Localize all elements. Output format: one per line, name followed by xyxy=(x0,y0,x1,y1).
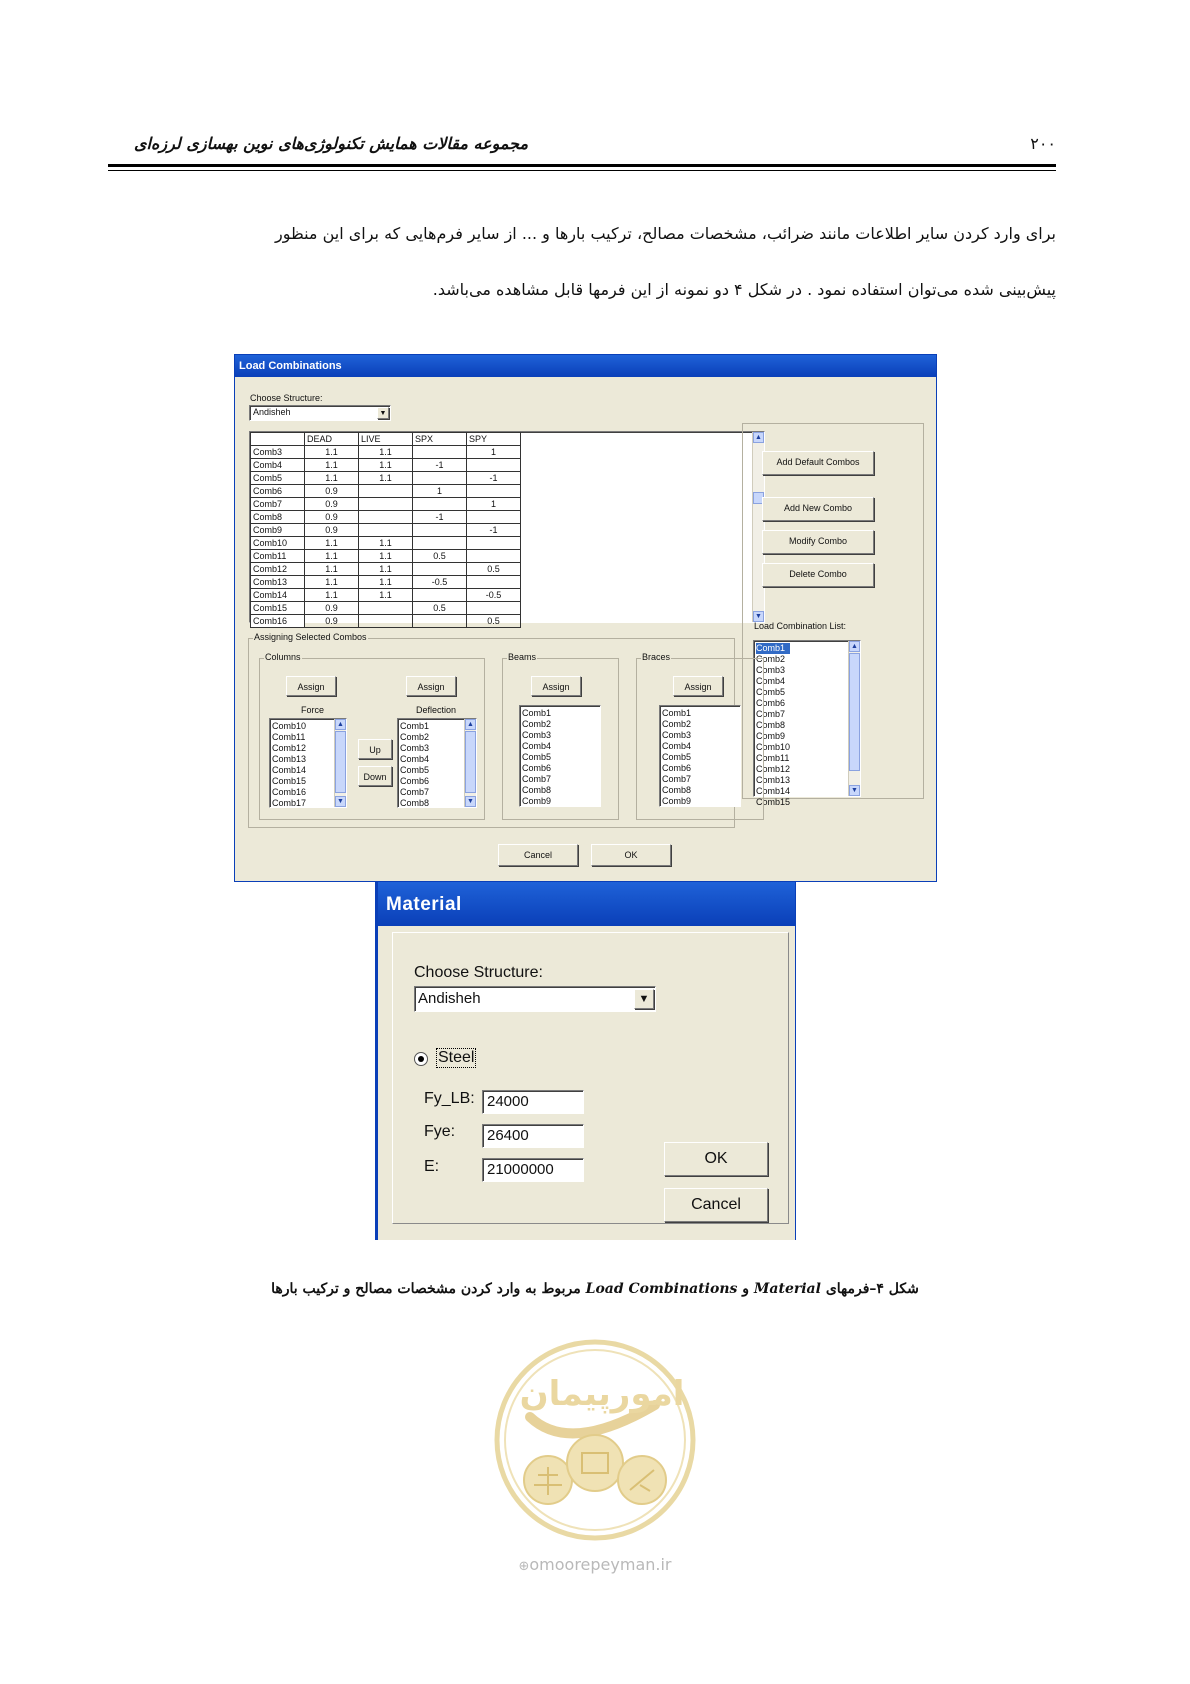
list-item[interactable]: Comb3 xyxy=(400,743,430,753)
fye-label: Fye: xyxy=(424,1123,456,1140)
e-label: E: xyxy=(424,1158,440,1175)
list-item[interactable]: Comb3 xyxy=(662,730,692,740)
gear-icon xyxy=(567,1435,623,1491)
beams-list-items xyxy=(522,708,551,807)
grid-row[interactable] xyxy=(251,563,521,576)
page-number: ۲۰۰ xyxy=(1030,134,1056,153)
grid-cell-dead[interactable]: 1.1 xyxy=(305,589,359,602)
list-item[interactable]: Comb14 xyxy=(756,786,791,796)
deflection-list[interactable] xyxy=(397,718,477,808)
scroll-down-icon[interactable]: ▼ xyxy=(753,611,764,622)
scroll-thumb[interactable] xyxy=(465,731,476,793)
load-combinations-dialog xyxy=(234,354,937,882)
force-list-items xyxy=(272,721,306,809)
deflection-label: Deflection xyxy=(416,705,457,715)
watermark-text: omoorepeyman.ir xyxy=(529,1555,672,1574)
scroll-down-icon[interactable]: ▼ xyxy=(335,796,346,807)
grid-cell-spy[interactable]: 0.5 xyxy=(467,563,521,576)
grid-row[interactable] xyxy=(251,459,521,472)
fye-input[interactable]: 26400 xyxy=(482,1124,584,1148)
grid-row-header[interactable]: Comb16 xyxy=(251,615,305,628)
list-item[interactable]: Comb4 xyxy=(400,754,430,764)
grid-cell-dead[interactable]: 0.9 xyxy=(305,485,359,498)
assign-force-button[interactable]: Assign xyxy=(286,676,336,696)
grid-cell-live[interactable]: 1.1 xyxy=(359,576,413,589)
grid-cell-spy[interactable]: 1 xyxy=(467,446,521,459)
add-default-combos-button[interactable]: Add Default Combos xyxy=(762,451,874,475)
list-item[interactable]: Comb1 xyxy=(756,643,790,654)
list-item[interactable]: Comb5 xyxy=(662,752,692,762)
grid-row-header[interactable]: Comb7 xyxy=(251,498,305,511)
body-line-2: پیش‌بینی شده می‌توان استفاده نمود . در شکل ۴ دو نمونه از این فرمها قابل مشاهده می‌باشد. xyxy=(432,280,1056,299)
grid-cell-spy[interactable]: -0.5 xyxy=(467,589,521,602)
watermark-url xyxy=(490,1555,700,1574)
caption-material: Material xyxy=(753,1281,821,1297)
grid-cell-spx[interactable] xyxy=(413,537,467,550)
force-list[interactable] xyxy=(269,718,347,808)
grid-cell-spy[interactable] xyxy=(467,485,521,498)
grid-cell-spx[interactable]: -0.5 xyxy=(413,576,467,589)
grid-cell-live[interactable]: 1.1 xyxy=(359,472,413,485)
lc-structure-dropdown[interactable] xyxy=(249,405,391,421)
material-structure-dropdown[interactable] xyxy=(414,986,656,1012)
grid-row[interactable] xyxy=(251,498,521,511)
scroll-thumb[interactable] xyxy=(849,653,860,771)
grid-row[interactable] xyxy=(251,485,521,498)
combo-list-scrollbar[interactable] xyxy=(848,641,860,796)
list-item[interactable]: Comb1 xyxy=(522,708,552,718)
grid-col-dead: DEAD xyxy=(305,433,359,446)
caption-suffix: مربوط به وارد کردن مشخصات مصالح و ترکیب بارها xyxy=(271,1281,581,1297)
lc-cancel-button[interactable]: Cancel xyxy=(498,844,578,866)
list-item[interactable]: Comb10 xyxy=(272,721,307,731)
grid-cell-spx[interactable]: 1 xyxy=(413,485,467,498)
dropdown-arrow-icon[interactable]: ▼ xyxy=(377,407,389,419)
list-item[interactable]: Comb9 xyxy=(756,731,786,741)
scroll-thumb[interactable] xyxy=(335,731,346,793)
grid-cell-spx[interactable]: 0.5 xyxy=(413,602,467,615)
modify-combo-button[interactable]: Modify Combo xyxy=(762,530,874,554)
beams-list[interactable] xyxy=(519,705,601,807)
list-item[interactable]: Comb7 xyxy=(522,774,552,784)
list-item[interactable]: Comb6 xyxy=(662,763,692,773)
grid-row[interactable] xyxy=(251,537,521,550)
grid-cell-live[interactable]: 1.1 xyxy=(359,550,413,563)
grid-cell-dead[interactable]: 1.1 xyxy=(305,576,359,589)
grid-cell-spx[interactable] xyxy=(413,589,467,602)
list-item[interactable]: Comb8 xyxy=(522,785,552,795)
list-item[interactable]: Comb1 xyxy=(400,721,430,731)
scroll-up-icon[interactable]: ▲ xyxy=(335,719,346,730)
list-item[interactable]: Comb15 xyxy=(272,776,307,786)
list-item[interactable]: Comb7 xyxy=(662,774,692,784)
lc-choose-structure-label: Choose Structure: xyxy=(250,393,323,403)
grid-row-header[interactable]: Comb11 xyxy=(251,550,305,563)
grid-cell-live[interactable] xyxy=(359,498,413,511)
grid-row[interactable] xyxy=(251,524,521,537)
watermark-logo xyxy=(490,1335,700,1550)
list-item[interactable]: Comb7 xyxy=(756,709,786,719)
lc-title-bar: Load Combinations xyxy=(235,355,936,377)
list-item[interactable]: Comb3 xyxy=(522,730,552,740)
material-dialog xyxy=(375,882,796,1240)
logo-script-text: امورپیمان xyxy=(519,1374,685,1414)
material-title-bar: Material xyxy=(378,882,795,926)
grid-cell-dead[interactable]: 1.1 xyxy=(305,537,359,550)
lc-structure-value: Andisheh xyxy=(253,407,291,417)
fy-lb-label: Fy_LB: xyxy=(424,1090,475,1107)
grid-cell-dead[interactable]: 0.9 xyxy=(305,498,359,511)
scroll-down-icon[interactable]: ▼ xyxy=(465,796,476,807)
list-item[interactable]: Comb2 xyxy=(662,719,692,729)
grid-row[interactable] xyxy=(251,511,521,524)
assign-beams-button[interactable]: Assign xyxy=(531,676,581,696)
grid-row[interactable] xyxy=(251,576,521,589)
assigning-label: Assigning Selected Combos xyxy=(254,632,367,642)
list-item[interactable]: Comb2 xyxy=(522,719,552,729)
grid-cell-live[interactable]: 1.1 xyxy=(359,446,413,459)
list-item[interactable]: Comb11 xyxy=(272,732,306,742)
list-item[interactable]: Comb12 xyxy=(756,764,791,774)
grid-cell-dead[interactable]: 0.9 xyxy=(305,511,359,524)
header-rule xyxy=(108,164,1056,167)
move-down-button[interactable]: Down xyxy=(358,766,392,786)
grid-cell-live[interactable] xyxy=(359,485,413,498)
grid-cell-spx[interactable] xyxy=(413,498,467,511)
grid-cell-live[interactable] xyxy=(359,524,413,537)
grid-row-header[interactable]: Comb6 xyxy=(251,485,305,498)
list-item[interactable]: Comb8 xyxy=(400,798,430,808)
grid-row-header[interactable]: Comb3 xyxy=(251,446,305,459)
grid-cell-spy[interactable]: 0.5 xyxy=(467,615,521,628)
material-choose-structure-label: Choose Structure: xyxy=(414,964,543,981)
list-item[interactable]: Comb12 xyxy=(272,743,307,753)
grid-cell-spy[interactable] xyxy=(467,511,521,524)
list-item[interactable]: Comb11 xyxy=(756,753,790,763)
scroll-up-icon[interactable]: ▲ xyxy=(465,719,476,730)
grid-cell-dead[interactable]: 0.9 xyxy=(305,615,359,628)
delete-combo-button[interactable]: Delete Combo xyxy=(762,563,874,587)
add-new-combo-button[interactable]: Add New Combo xyxy=(762,497,874,521)
grid-cell-dead[interactable]: 1.1 xyxy=(305,550,359,563)
grid-cell-spx[interactable] xyxy=(413,446,467,459)
grid-cell-spx[interactable]: -1 xyxy=(413,511,467,524)
deflection-list-scrollbar[interactable] xyxy=(464,719,476,807)
scroll-up-icon[interactable]: ▲ xyxy=(753,432,764,443)
grid-row-header[interactable]: Comb13 xyxy=(251,576,305,589)
grid-row[interactable] xyxy=(251,550,521,563)
list-item[interactable]: Comb6 xyxy=(400,776,430,786)
list-item[interactable]: Comb4 xyxy=(756,676,786,686)
caption-prefix: شکل ۴–فرمهای xyxy=(825,1281,919,1297)
lc-ok-button[interactable]: OK xyxy=(591,844,671,866)
list-item[interactable]: Comb16 xyxy=(272,787,307,797)
grid-cell-dead[interactable]: 0.9 xyxy=(305,524,359,537)
list-item[interactable]: Comb7 xyxy=(400,787,430,797)
grid-corner xyxy=(251,433,305,446)
list-item[interactable]: Comb17 xyxy=(272,798,307,808)
grid-row-header[interactable]: Comb15 xyxy=(251,602,305,615)
grid-row-header[interactable]: Comb8 xyxy=(251,511,305,524)
grid-cell-spx[interactable]: 0.5 xyxy=(413,550,467,563)
grid-cell-spy[interactable]: 1 xyxy=(467,498,521,511)
list-item[interactable]: Comb9 xyxy=(522,796,552,806)
journal-title: مجموعه مقالات همایش تکنولوژی‌های نوین بهسازی لرزه‌ای xyxy=(134,134,529,153)
list-item[interactable]: Comb3 xyxy=(756,665,786,675)
globe-icon: ⊕ xyxy=(518,1559,530,1574)
grid-cell-dead[interactable]: 0.9 xyxy=(305,602,359,615)
grid-cell-spx[interactable] xyxy=(413,563,467,576)
list-item[interactable]: Comb8 xyxy=(662,785,692,795)
columns-label: Columns xyxy=(265,652,301,662)
grid-row-header[interactable]: Comb12 xyxy=(251,563,305,576)
grid-row[interactable] xyxy=(251,472,521,485)
list-item[interactable]: Comb14 xyxy=(272,765,307,775)
grid-cell-live[interactable] xyxy=(359,615,413,628)
grid-cell-spy[interactable] xyxy=(467,602,521,615)
grid-cell-dead[interactable]: 1.1 xyxy=(305,459,359,472)
grid-cell-spx[interactable]: -1 xyxy=(413,459,467,472)
grid-row-header[interactable]: Comb4 xyxy=(251,459,305,472)
fy-lb-input[interactable]: 24000 xyxy=(482,1090,584,1114)
list-item[interactable]: Comb2 xyxy=(400,732,430,742)
scroll-down-icon[interactable]: ▼ xyxy=(849,785,860,796)
e-input[interactable]: 21000000 xyxy=(482,1158,584,1182)
grid-row[interactable] xyxy=(251,615,521,628)
steel-radio[interactable] xyxy=(414,1048,494,1070)
list-item[interactable]: Comb1 xyxy=(662,708,692,718)
grid-cell-spy[interactable] xyxy=(467,537,521,550)
list-item[interactable]: Comb13 xyxy=(756,775,791,785)
grid-cell-spy[interactable] xyxy=(467,550,521,563)
grid-col-spy: SPY xyxy=(467,433,521,446)
list-item[interactable]: Comb5 xyxy=(756,687,786,697)
grid-cell-live[interactable] xyxy=(359,602,413,615)
grid-row-header[interactable]: Comb5 xyxy=(251,472,305,485)
list-item[interactable]: Comb2 xyxy=(756,654,786,664)
load-combination-list[interactable] xyxy=(753,640,861,807)
braces-list-items xyxy=(662,708,691,807)
material-ok-button[interactable]: OK xyxy=(664,1142,768,1176)
force-list-scrollbar[interactable] xyxy=(334,719,346,807)
list-item[interactable]: Comb4 xyxy=(522,741,552,751)
grid-cell-live[interactable]: 1.1 xyxy=(359,537,413,550)
caption-and: و xyxy=(742,1281,750,1297)
grid-row[interactable] xyxy=(251,589,521,602)
radio-selected-icon[interactable] xyxy=(414,1052,428,1066)
list-item[interactable]: Comb5 xyxy=(522,752,552,762)
grid-cell-spy[interactable] xyxy=(467,576,521,589)
grid-cell-spx[interactable] xyxy=(413,524,467,537)
braces-list[interactable] xyxy=(659,705,741,807)
grid-cell-spy[interactable]: -1 xyxy=(467,524,521,537)
grid-cell-spx[interactable] xyxy=(413,615,467,628)
body-line-1: برای وارد کردن سایر اطلاعات مانند ضرائب، مشخصات مصالح، ترکیب بارها و ... از سایر فرم‌هایی که برای این منظور xyxy=(274,224,1056,243)
list-item[interactable]: Comb9 xyxy=(662,796,692,806)
list-item[interactable]: Comb13 xyxy=(272,754,307,764)
list-item[interactable]: Comb15 xyxy=(756,797,791,807)
force-label: Force xyxy=(301,705,325,715)
dropdown-arrow-icon[interactable]: ▼ xyxy=(634,989,654,1009)
scroll-up-icon[interactable]: ▲ xyxy=(849,641,860,652)
header-rule-thin xyxy=(108,170,1056,171)
grid-cell-dead[interactable]: 1.1 xyxy=(305,472,359,485)
grid-cell-spy[interactable]: -1 xyxy=(467,472,521,485)
grid-cell-spy[interactable] xyxy=(467,459,521,472)
beams-label: Beams xyxy=(508,652,537,662)
deflection-list-items xyxy=(400,721,429,809)
grid-row-header[interactable]: Comb9 xyxy=(251,524,305,537)
braces-label: Braces xyxy=(642,652,671,662)
grid-row[interactable] xyxy=(251,602,521,615)
grid-cell-live[interactable] xyxy=(359,511,413,524)
combo-list-label: Load Combination List: xyxy=(754,621,847,631)
grid-cell-dead[interactable]: 1.1 xyxy=(305,563,359,576)
grid-row[interactable] xyxy=(251,446,521,459)
list-item[interactable]: Comb5 xyxy=(400,765,430,775)
list-item[interactable]: Comb6 xyxy=(756,698,786,708)
caption-load-combinations: Load Combinations xyxy=(585,1281,738,1297)
grid-cell-spx[interactable] xyxy=(413,472,467,485)
list-item[interactable]: Comb8 xyxy=(756,720,786,730)
figure-caption xyxy=(200,1281,990,1297)
grid-col-live: LIVE xyxy=(359,433,413,446)
grid-row-header[interactable]: Comb14 xyxy=(251,589,305,602)
grid-col-spx: SPX xyxy=(413,433,467,446)
grid-cell-live[interactable]: 1.1 xyxy=(359,563,413,576)
material-structure-value: Andisheh xyxy=(418,990,481,1007)
list-item[interactable]: Comb4 xyxy=(662,741,692,751)
list-item[interactable]: Comb6 xyxy=(522,763,552,773)
steel-radio-label: Steel xyxy=(438,1049,475,1066)
assign-braces-button[interactable]: Assign xyxy=(673,676,723,696)
page-header xyxy=(108,128,1056,168)
grid-cell-dead[interactable]: 1.1 xyxy=(305,446,359,459)
grid-cell-live[interactable]: 1.1 xyxy=(359,459,413,472)
list-item[interactable]: Comb10 xyxy=(756,742,791,752)
grid-header-row xyxy=(251,433,521,446)
grid-row-header[interactable]: Comb10 xyxy=(251,537,305,550)
grid-cell-live[interactable]: 1.1 xyxy=(359,589,413,602)
combo-grid[interactable] xyxy=(249,431,765,626)
assign-deflection-button[interactable]: Assign xyxy=(406,676,456,696)
move-up-button[interactable]: Up xyxy=(358,739,392,759)
material-cancel-button[interactable]: Cancel xyxy=(664,1188,768,1222)
